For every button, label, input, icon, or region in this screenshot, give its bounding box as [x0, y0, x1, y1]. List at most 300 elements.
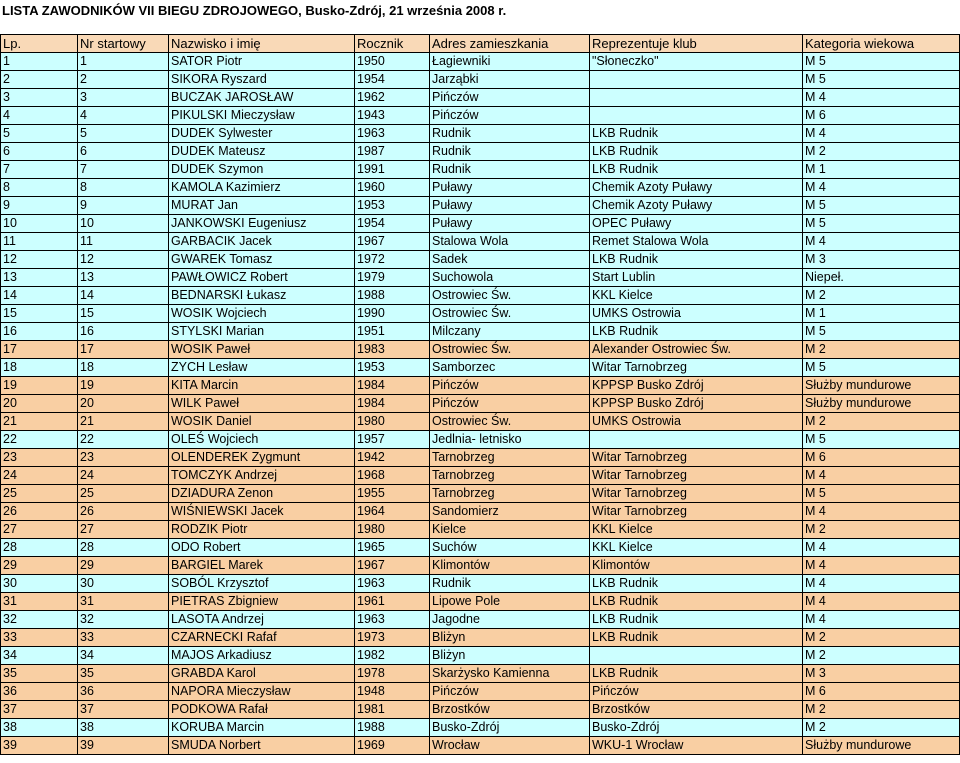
cell-lp: 30 — [1, 575, 78, 593]
cell-birth-year: 1962 — [355, 89, 430, 107]
table-row — [1, 269, 960, 287]
cell-address: Pińczów — [430, 107, 590, 125]
cell-age-category: M 5 — [803, 215, 960, 233]
cell-name: DUDEK Szymon — [169, 161, 355, 179]
table-row — [1, 251, 960, 269]
cell-start-number: 11 — [78, 233, 169, 251]
cell-birth-year: 1967 — [355, 233, 430, 251]
cell-birth-year: 1987 — [355, 143, 430, 161]
table-row — [1, 287, 960, 305]
cell-address: Puławy — [430, 197, 590, 215]
cell-start-number: 33 — [78, 629, 169, 647]
cell-address: Pińczów — [430, 89, 590, 107]
cell-club — [590, 107, 803, 125]
cell-birth-year: 1979 — [355, 269, 430, 287]
table-row — [1, 71, 960, 89]
table-row — [1, 197, 960, 215]
cell-club: LKB Rudnik — [590, 593, 803, 611]
cell-name: OLEŚ Wojciech — [169, 431, 355, 449]
cell-address: Ostrowiec Św. — [430, 413, 590, 431]
cell-name: SIKORA Ryszard — [169, 71, 355, 89]
col-header-age-category: Kategoria wiekowa — [803, 35, 960, 53]
cell-start-number: 24 — [78, 467, 169, 485]
table-row — [1, 593, 960, 611]
cell-club: "Słoneczko" — [590, 53, 803, 71]
cell-club — [590, 647, 803, 665]
cell-start-number: 37 — [78, 701, 169, 719]
competitor-table — [0, 34, 960, 755]
cell-address: Bliżyn — [430, 647, 590, 665]
table-row — [1, 485, 960, 503]
cell-lp: 33 — [1, 629, 78, 647]
cell-address: Tarnobrzeg — [430, 467, 590, 485]
cell-address: Samborzec — [430, 359, 590, 377]
cell-lp: 29 — [1, 557, 78, 575]
cell-name: BARGIEL Marek — [169, 557, 355, 575]
cell-club: Start Lublin — [590, 269, 803, 287]
cell-birth-year: 1984 — [355, 377, 430, 395]
table-row — [1, 449, 960, 467]
cell-name: PIKULSKI Mieczysław — [169, 107, 355, 125]
cell-club: LKB Rudnik — [590, 143, 803, 161]
cell-address: Łagiewniki — [430, 53, 590, 71]
cell-address: Suchowola — [430, 269, 590, 287]
cell-club: KPPSP Busko Zdrój — [590, 377, 803, 395]
cell-birth-year: 1988 — [355, 287, 430, 305]
cell-age-category: M 2 — [803, 647, 960, 665]
cell-start-number: 16 — [78, 323, 169, 341]
cell-club: LKB Rudnik — [590, 665, 803, 683]
cell-start-number: 15 — [78, 305, 169, 323]
cell-name: KITA Marcin — [169, 377, 355, 395]
table-row — [1, 575, 960, 593]
cell-age-category: M 1 — [803, 305, 960, 323]
cell-club — [590, 431, 803, 449]
cell-start-number: 9 — [78, 197, 169, 215]
cell-club: Brzostków — [590, 701, 803, 719]
cell-age-category: M 2 — [803, 629, 960, 647]
cell-club: Pińczów — [590, 683, 803, 701]
cell-lp: 32 — [1, 611, 78, 629]
cell-club: LKB Rudnik — [590, 323, 803, 341]
cell-start-number: 17 — [78, 341, 169, 359]
cell-start-number: 36 — [78, 683, 169, 701]
cell-address: Puławy — [430, 179, 590, 197]
table-row — [1, 323, 960, 341]
cell-lp: 3 — [1, 89, 78, 107]
cell-start-number: 13 — [78, 269, 169, 287]
cell-address: Pińczów — [430, 395, 590, 413]
cell-lp: 10 — [1, 215, 78, 233]
cell-address: Wrocław — [430, 737, 590, 755]
cell-birth-year: 1972 — [355, 251, 430, 269]
cell-lp: 34 — [1, 647, 78, 665]
cell-name: WOSIK Daniel — [169, 413, 355, 431]
cell-start-number: 21 — [78, 413, 169, 431]
cell-name: SMUDA Norbert — [169, 737, 355, 755]
cell-address: Stalowa Wola — [430, 233, 590, 251]
cell-birth-year: 1981 — [355, 701, 430, 719]
table-row — [1, 611, 960, 629]
cell-lp: 37 — [1, 701, 78, 719]
cell-age-category: M 4 — [803, 575, 960, 593]
cell-name: ZYCH Lesław — [169, 359, 355, 377]
cell-club: LKB Rudnik — [590, 629, 803, 647]
cell-age-category: M 1 — [803, 161, 960, 179]
cell-address: Puławy — [430, 215, 590, 233]
cell-age-category: M 5 — [803, 53, 960, 71]
cell-name: DUDEK Mateusz — [169, 143, 355, 161]
cell-start-number: 27 — [78, 521, 169, 539]
table-row — [1, 431, 960, 449]
cell-name: LASOTA Andrzej — [169, 611, 355, 629]
table-row — [1, 377, 960, 395]
cell-address: Skarżysko Kamienna — [430, 665, 590, 683]
cell-address: Ostrowiec Św. — [430, 305, 590, 323]
cell-age-category: Służby mundurowe — [803, 395, 960, 413]
cell-name: GRABDA Karol — [169, 665, 355, 683]
cell-club: LKB Rudnik — [590, 251, 803, 269]
cell-start-number: 30 — [78, 575, 169, 593]
cell-age-category: M 4 — [803, 593, 960, 611]
cell-age-category: M 4 — [803, 503, 960, 521]
table-row — [1, 233, 960, 251]
cell-lp: 13 — [1, 269, 78, 287]
cell-name: WOSIK Wojciech — [169, 305, 355, 323]
cell-age-category: M 5 — [803, 323, 960, 341]
cell-name: MURAT Jan — [169, 197, 355, 215]
cell-age-category: M 4 — [803, 233, 960, 251]
cell-lp: 1 — [1, 53, 78, 71]
cell-birth-year: 1964 — [355, 503, 430, 521]
cell-age-category: M 2 — [803, 341, 960, 359]
cell-birth-year: 1969 — [355, 737, 430, 755]
cell-address: Rudnik — [430, 575, 590, 593]
cell-start-number: 4 — [78, 107, 169, 125]
cell-age-category: M 4 — [803, 89, 960, 107]
cell-start-number: 31 — [78, 593, 169, 611]
cell-club: Chemik Azoty Puławy — [590, 179, 803, 197]
cell-birth-year: 1980 — [355, 413, 430, 431]
col-header-birth-year: Rocznik — [355, 35, 430, 53]
cell-birth-year: 1954 — [355, 71, 430, 89]
cell-club: UMKS Ostrowia — [590, 305, 803, 323]
cell-name: ODO Robert — [169, 539, 355, 557]
table-row — [1, 143, 960, 161]
table-row — [1, 215, 960, 233]
cell-club — [590, 89, 803, 107]
cell-club: Busko-Zdrój — [590, 719, 803, 737]
table-row — [1, 89, 960, 107]
cell-start-number: 22 — [78, 431, 169, 449]
cell-start-number: 6 — [78, 143, 169, 161]
cell-age-category: M 4 — [803, 611, 960, 629]
cell-birth-year: 1942 — [355, 449, 430, 467]
table-row — [1, 341, 960, 359]
cell-birth-year: 1967 — [355, 557, 430, 575]
cell-name: KORUBA Marcin — [169, 719, 355, 737]
cell-address: Rudnik — [430, 125, 590, 143]
cell-birth-year: 1984 — [355, 395, 430, 413]
table-row — [1, 395, 960, 413]
cell-age-category: M 2 — [803, 719, 960, 737]
cell-lp: 20 — [1, 395, 78, 413]
cell-lp: 14 — [1, 287, 78, 305]
cell-birth-year: 1943 — [355, 107, 430, 125]
table-row — [1, 647, 960, 665]
cell-lp: 24 — [1, 467, 78, 485]
cell-start-number: 2 — [78, 71, 169, 89]
cell-lp: 15 — [1, 305, 78, 323]
cell-club: UMKS Ostrowia — [590, 413, 803, 431]
cell-start-number: 12 — [78, 251, 169, 269]
cell-name: SOBÓL Krzysztof — [169, 575, 355, 593]
cell-address: Suchów — [430, 539, 590, 557]
cell-address: Rudnik — [430, 161, 590, 179]
cell-start-number: 5 — [78, 125, 169, 143]
cell-birth-year: 1968 — [355, 467, 430, 485]
cell-address: Jagodne — [430, 611, 590, 629]
cell-name: GWAREK Tomasz — [169, 251, 355, 269]
cell-name: WOSIK Paweł — [169, 341, 355, 359]
cell-start-number: 7 — [78, 161, 169, 179]
cell-age-category: M 5 — [803, 71, 960, 89]
cell-address: Brzostków — [430, 701, 590, 719]
table-row — [1, 359, 960, 377]
cell-club: KPPSP Busko Zdrój — [590, 395, 803, 413]
cell-name: BEDNARSKI Łukasz — [169, 287, 355, 305]
cell-club: Witar Tarnobrzeg — [590, 449, 803, 467]
cell-start-number: 8 — [78, 179, 169, 197]
cell-lp: 23 — [1, 449, 78, 467]
table-body — [1, 53, 960, 755]
cell-name: PAWŁOWICZ Robert — [169, 269, 355, 287]
col-header-address: Adres zamieszkania — [430, 35, 590, 53]
cell-birth-year: 1951 — [355, 323, 430, 341]
cell-club: LKB Rudnik — [590, 611, 803, 629]
cell-address: Sadek — [430, 251, 590, 269]
cell-age-category: M 5 — [803, 359, 960, 377]
cell-lp: 2 — [1, 71, 78, 89]
cell-birth-year: 1990 — [355, 305, 430, 323]
cell-name: BUCZAK JAROSŁAW — [169, 89, 355, 107]
cell-name: MAJOS Arkadiusz — [169, 647, 355, 665]
cell-club: Witar Tarnobrzeg — [590, 503, 803, 521]
cell-start-number: 29 — [78, 557, 169, 575]
cell-lp: 6 — [1, 143, 78, 161]
cell-birth-year: 1950 — [355, 53, 430, 71]
cell-name: NAPORA Mieczysław — [169, 683, 355, 701]
cell-lp: 18 — [1, 359, 78, 377]
cell-age-category: M 5 — [803, 485, 960, 503]
table-row — [1, 683, 960, 701]
cell-name: OLENDEREK Zygmunt — [169, 449, 355, 467]
cell-address: Busko-Zdrój — [430, 719, 590, 737]
cell-lp: 26 — [1, 503, 78, 521]
cell-name: KAMOLA Kazimierz — [169, 179, 355, 197]
cell-start-number: 25 — [78, 485, 169, 503]
cell-club: Alexander Ostrowiec Św. — [590, 341, 803, 359]
cell-age-category: M 3 — [803, 251, 960, 269]
table-row — [1, 539, 960, 557]
table-row — [1, 665, 960, 683]
cell-address: Klimontów — [430, 557, 590, 575]
cell-name: SATOR Piotr — [169, 53, 355, 71]
cell-start-number: 39 — [78, 737, 169, 755]
cell-club: Witar Tarnobrzeg — [590, 359, 803, 377]
table-row — [1, 413, 960, 431]
table-row — [1, 737, 960, 755]
table-row — [1, 629, 960, 647]
cell-lp: 25 — [1, 485, 78, 503]
cell-name: RODZIK Piotr — [169, 521, 355, 539]
cell-address: Kielce — [430, 521, 590, 539]
table-row — [1, 53, 960, 71]
cell-club: LKB Rudnik — [590, 161, 803, 179]
cell-lp: 5 — [1, 125, 78, 143]
cell-name: TOMCZYK Andrzej — [169, 467, 355, 485]
cell-club: Remet Stalowa Wola — [590, 233, 803, 251]
cell-address: Milczany — [430, 323, 590, 341]
cell-birth-year: 1961 — [355, 593, 430, 611]
cell-name: PODKOWA Rafał — [169, 701, 355, 719]
cell-age-category: Niepeł. — [803, 269, 960, 287]
cell-start-number: 23 — [78, 449, 169, 467]
cell-club — [590, 71, 803, 89]
cell-address: Tarnobrzeg — [430, 485, 590, 503]
cell-birth-year: 1963 — [355, 125, 430, 143]
cell-age-category: M 5 — [803, 431, 960, 449]
cell-name: WILK Paweł — [169, 395, 355, 413]
cell-club: Witar Tarnobrzeg — [590, 467, 803, 485]
cell-club: KKL Kielce — [590, 539, 803, 557]
cell-club: LKB Rudnik — [590, 125, 803, 143]
cell-age-category: M 4 — [803, 179, 960, 197]
cell-lp: 21 — [1, 413, 78, 431]
cell-lp: 4 — [1, 107, 78, 125]
cell-address: Bliżyn — [430, 629, 590, 647]
cell-start-number: 18 — [78, 359, 169, 377]
cell-address: Lipowe Pole — [430, 593, 590, 611]
cell-lp: 28 — [1, 539, 78, 557]
cell-address: Jedlnia- letnisko — [430, 431, 590, 449]
header-row — [1, 35, 960, 53]
cell-start-number: 10 — [78, 215, 169, 233]
cell-lp: 9 — [1, 197, 78, 215]
cell-birth-year: 1983 — [355, 341, 430, 359]
table-row — [1, 161, 960, 179]
cell-age-category: M 4 — [803, 467, 960, 485]
table-row — [1, 701, 960, 719]
cell-age-category: M 6 — [803, 449, 960, 467]
cell-birth-year: 1957 — [355, 431, 430, 449]
col-header-name: Nazwisko i imię — [169, 35, 355, 53]
cell-name: JANKOWSKI Eugeniusz — [169, 215, 355, 233]
cell-lp: 19 — [1, 377, 78, 395]
cell-start-number: 26 — [78, 503, 169, 521]
cell-club: WKU-1 Wrocław — [590, 737, 803, 755]
table-row — [1, 179, 960, 197]
cell-start-number: 28 — [78, 539, 169, 557]
cell-start-number: 34 — [78, 647, 169, 665]
cell-age-category: Służby mundurowe — [803, 377, 960, 395]
cell-lp: 11 — [1, 233, 78, 251]
cell-age-category: M 2 — [803, 701, 960, 719]
cell-age-category: M 2 — [803, 143, 960, 161]
cell-name: PIETRAS Zbigniew — [169, 593, 355, 611]
cell-birth-year: 1955 — [355, 485, 430, 503]
page-title: LISTA ZAWODNIKÓW VII BIEGU ZDROJOWEGO, Busko-Zdrój, 21 września 2008 r. — [2, 3, 507, 18]
cell-start-number: 14 — [78, 287, 169, 305]
cell-birth-year: 1948 — [355, 683, 430, 701]
cell-birth-year: 1953 — [355, 359, 430, 377]
cell-address: Pińczów — [430, 683, 590, 701]
cell-start-number: 35 — [78, 665, 169, 683]
cell-age-category: M 3 — [803, 665, 960, 683]
cell-start-number: 38 — [78, 719, 169, 737]
cell-birth-year: 1954 — [355, 215, 430, 233]
cell-age-category: M 6 — [803, 107, 960, 125]
table-row — [1, 719, 960, 737]
cell-birth-year: 1953 — [355, 197, 430, 215]
table-row — [1, 125, 960, 143]
cell-club: OPEC Puławy — [590, 215, 803, 233]
cell-lp: 39 — [1, 737, 78, 755]
cell-name: STYLSKI Marian — [169, 323, 355, 341]
cell-age-category: M 5 — [803, 197, 960, 215]
cell-birth-year: 1988 — [355, 719, 430, 737]
cell-address: Tarnobrzeg — [430, 449, 590, 467]
cell-age-category: M 2 — [803, 413, 960, 431]
col-header-start-number: Nr startowy — [78, 35, 169, 53]
cell-lp: 8 — [1, 179, 78, 197]
cell-name: WIŚNIEWSKI Jacek — [169, 503, 355, 521]
cell-age-category: Służby mundurowe — [803, 737, 960, 755]
cell-birth-year: 1982 — [355, 647, 430, 665]
cell-address: Ostrowiec Św. — [430, 287, 590, 305]
col-header-club: Reprezentuje klub — [590, 35, 803, 53]
table-row — [1, 557, 960, 575]
cell-name: DUDEK Sylwester — [169, 125, 355, 143]
cell-age-category: M 6 — [803, 683, 960, 701]
cell-lp: 12 — [1, 251, 78, 269]
cell-birth-year: 1963 — [355, 611, 430, 629]
cell-lp: 38 — [1, 719, 78, 737]
cell-birth-year: 1965 — [355, 539, 430, 557]
cell-lp: 7 — [1, 161, 78, 179]
cell-start-number: 1 — [78, 53, 169, 71]
cell-lp: 27 — [1, 521, 78, 539]
table-row — [1, 467, 960, 485]
table-row — [1, 503, 960, 521]
cell-club: KKL Kielce — [590, 521, 803, 539]
cell-name: GARBACIK Jacek — [169, 233, 355, 251]
cell-address: Sandomierz — [430, 503, 590, 521]
table-row — [1, 107, 960, 125]
cell-address: Pińczów — [430, 377, 590, 395]
cell-lp: 36 — [1, 683, 78, 701]
table-row — [1, 305, 960, 323]
cell-address: Jarząbki — [430, 71, 590, 89]
cell-birth-year: 1960 — [355, 179, 430, 197]
cell-name: CZARNECKI Rafaf — [169, 629, 355, 647]
cell-lp: 31 — [1, 593, 78, 611]
cell-age-category: M 2 — [803, 287, 960, 305]
cell-lp: 17 — [1, 341, 78, 359]
table-row — [1, 521, 960, 539]
cell-age-category: M 2 — [803, 521, 960, 539]
cell-club: Klimontów — [590, 557, 803, 575]
